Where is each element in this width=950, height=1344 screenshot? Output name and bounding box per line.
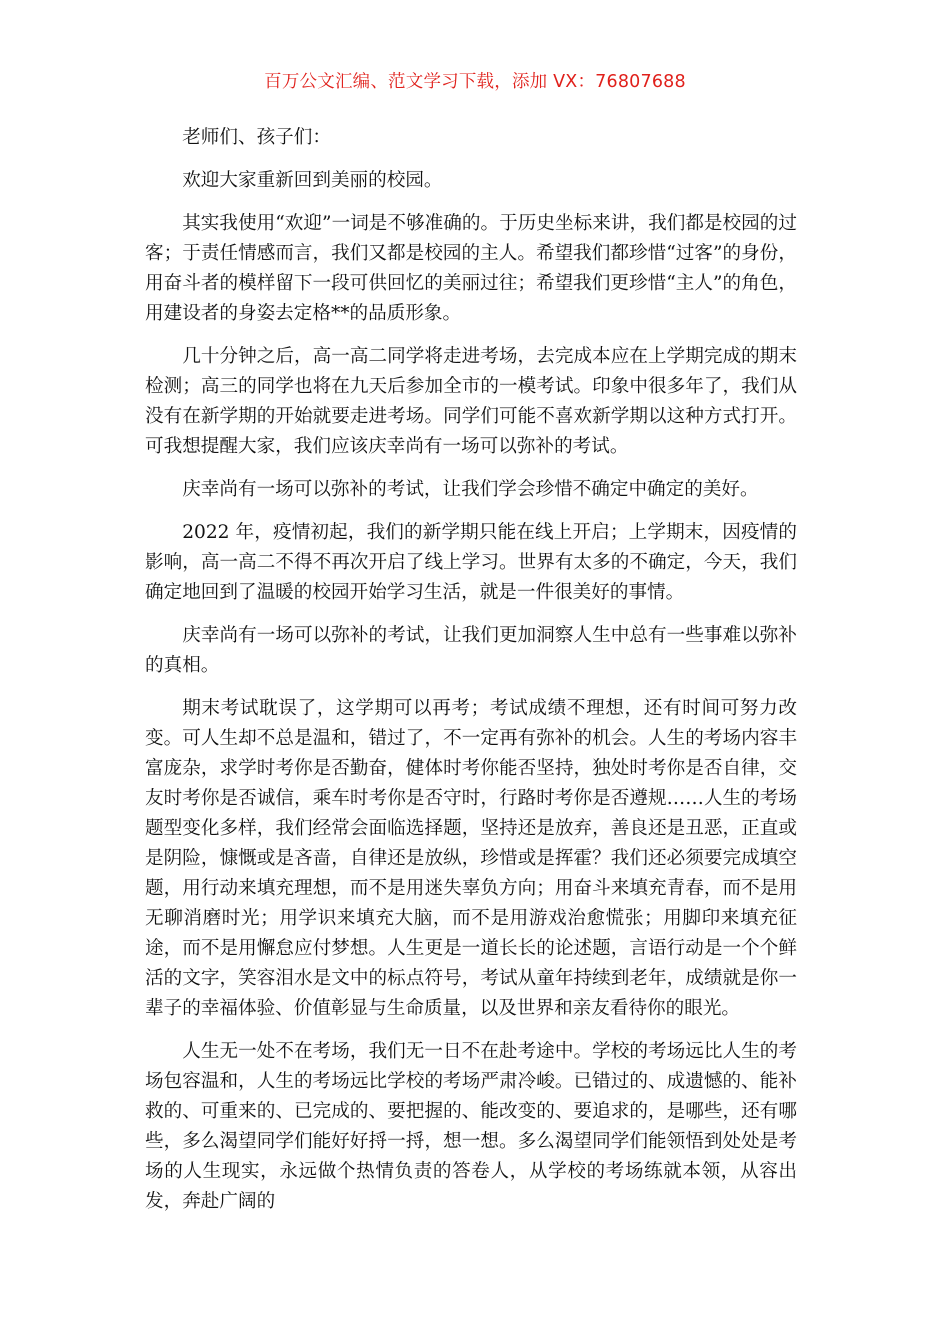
document-body <box>145 123 797 1230</box>
salutation: 老师们、孩子们： <box>182 127 331 148</box>
paragraph: 几十分钟之后，高一高二同学将走进考场，去完成本应在上学期完成的期末检测；高三的同学也将在九天后参加全市的一模考试。印象中很多年了，我们从没有在新学期的开始就要走进考场。同学们可能不喜欢新学期以这种方式打开。可我想提醒大家，我们应该庆幸尚有一场可以弥补的考试。 <box>145 346 797 457</box>
paragraph: 期末考试耽误了，这学期可以再考；考试成绩不理想，还有时间可努力改变。可人生却不总是温和，错过了，不一定再有弥补的机会。人生的考场内容丰富庞杂，求学时考你是否勤奋，健体时考你能否坚持，独处时考你是否自律，交友时考你是否诚信，乘车时考你是否守时，行路时考你是否遵规……人生的考场题型变化多样，我们经常会面临选择题，坚持还是放弃，善良还是丑恶，正直或是阴险，慷慨或是吝啬，自律还是放纵，珍惜或是挥霍？我们还必须要完成填空题，用行动来填充理想，而不是用迷失辜负方向；用奋斗来填充青春，而不是用无聊消磨时光；用学识来填充大脑，而不是用游戏治愈慌张；用脚印来填充征途，而不是用懈怠应付梦想。人生更是一道长长的论述题，言语行动是一个个鲜活的文字，笑容泪水是文中的标点符号，考试从童年持续到老年，成绩就是你一辈子的幸福体验、价值彰显与生命质量，以及世界和亲友看待你的眼光。 <box>145 698 797 1019</box>
paragraph: 其实我使用“欢迎”一词是不够准确的。于历史坐标来讲，我们都是校园的过客；于责任情感而言，我们又都是校园的主人。希望我们都珍惜“过客”的身份，用奋斗者的模样留下一段可供回忆的美丽过往；希望我们更珍惜“主人”的角色，用建设者的身姿去定格**的品质形象。 <box>145 213 797 324</box>
paragraph: 庆幸尚有一场可以弥补的考试，让我们更加洞察人生中总有一些事难以弥补的真相。 <box>145 625 797 676</box>
paragraph: 2022 年，疫情初起，我们的新学期只能在线上开启；上学期末，因疫情的影响，高一高二不得不再次开启了线上学习。世界有太多的不确定，今天，我们确定地回到了温暖的校园开始学习生活，就是一件很美好的事情。 <box>145 522 797 603</box>
paragraph: 欢迎大家重新回到美丽的校园。 <box>182 170 443 191</box>
paragraph: 庆幸尚有一场可以弥补的考试，让我们学会珍惜不确定中确定的美好。 <box>182 479 759 500</box>
paragraph: 人生无一处不在考场，我们无一日不在赴考途中。学校的考场远比人生的考场包容温和，人生的考场远比学校的考场严肃冷峻。已错过的、成遗憾的、能补救的、可重来的、已完成的、要把握的、能改变的、要追求的，是哪些，还有哪些，多么渴望同学们能好好捋一捋，想一想。多么渴望同学们能领悟到处处是考场的人生现实，永远做个热情负责的答卷人，从学校的考场练就本领，从容出发，奔赴广阔的 <box>145 1041 797 1212</box>
header-banner: 百万公文汇编、范文学习下载，添加 VX：76807688 <box>264 72 686 92</box>
